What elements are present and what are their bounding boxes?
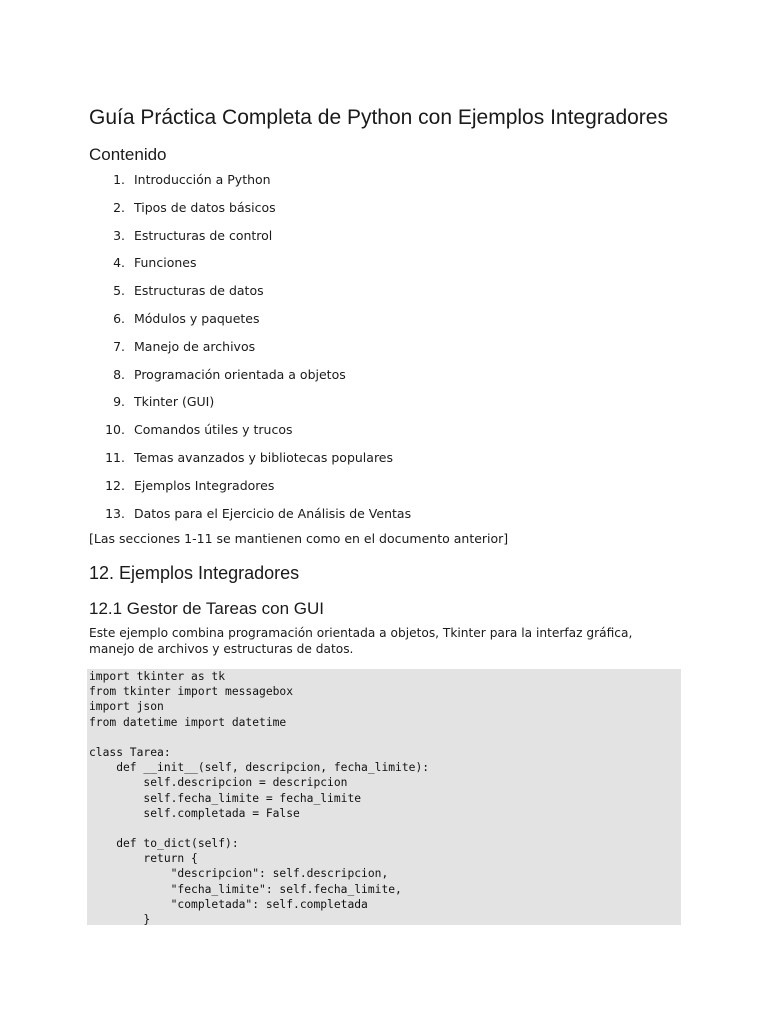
code-line: return { bbox=[89, 852, 198, 866]
toc-item bbox=[0, 365, 768, 393]
toc-item-number: 13. bbox=[105, 505, 125, 521]
toc-item bbox=[0, 309, 768, 337]
toc-item-label: Ejemplos Integradores bbox=[134, 477, 275, 493]
code-line: self.fecha_limite = fecha_limite bbox=[89, 791, 362, 805]
toc-item bbox=[0, 337, 768, 365]
code-line: "descripcion": self.descripcion, bbox=[89, 867, 389, 881]
toc-item-number: 12. bbox=[105, 477, 125, 493]
toc-item-label: Tipos de datos básicos bbox=[134, 199, 276, 215]
table-of-contents bbox=[0, 170, 768, 531]
code-line bbox=[89, 821, 429, 836]
code-line: from datetime import datetime bbox=[89, 715, 287, 729]
code-line: def __init__(self, descripcion, fecha_limite): bbox=[89, 761, 430, 775]
code-line: self.completada = False bbox=[89, 806, 300, 820]
toc-item-label: Introducción a Python bbox=[134, 172, 271, 187]
toc-item-label: Comandos útiles y trucos bbox=[134, 422, 293, 438]
section-heading: 12. Ejemplos Integradores bbox=[89, 563, 300, 583]
code-line: } bbox=[89, 913, 151, 925]
toc-item bbox=[0, 253, 768, 281]
document-title: Guía Práctica Completa de Python con Ejemplos Integradores bbox=[89, 106, 668, 129]
toc-item-label: Estructuras de datos bbox=[134, 283, 264, 299]
toc-item bbox=[0, 226, 768, 254]
code-line: import json bbox=[89, 700, 164, 714]
code-listing bbox=[87, 669, 429, 925]
toc-item-label: Programación orientada a objetos bbox=[134, 366, 346, 382]
toc-item-number: 5. bbox=[113, 283, 125, 299]
toc-heading: Contenido bbox=[89, 145, 167, 164]
code-line: from tkinter import messagebox bbox=[89, 685, 294, 699]
code-line: import tkinter as tk bbox=[89, 670, 226, 683]
toc-item bbox=[0, 504, 768, 532]
toc-item-number: 1. bbox=[113, 172, 125, 187]
code-line: def to_dict(self): bbox=[89, 837, 239, 851]
toc-item-label: Funciones bbox=[134, 255, 197, 271]
toc-item bbox=[0, 420, 768, 448]
sections-note: [Las secciones 1-11 se mantienen como en el documento anterior] bbox=[89, 531, 509, 546]
toc-item-number: 3. bbox=[113, 227, 125, 243]
code-line bbox=[89, 730, 429, 745]
toc-item-label: Manejo de archivos bbox=[134, 338, 256, 354]
code-block bbox=[87, 669, 681, 925]
toc-item bbox=[0, 392, 768, 420]
code-line: "completada": self.completada bbox=[89, 897, 368, 911]
toc-item bbox=[0, 281, 768, 309]
subsection-heading: 12.1 Gestor de Tareas con GUI bbox=[89, 599, 324, 618]
toc-item-label: Módulos y paquetes bbox=[134, 310, 260, 326]
toc-item bbox=[0, 448, 768, 476]
toc-item bbox=[0, 170, 768, 198]
toc-item-number: 7. bbox=[113, 338, 125, 354]
toc-item-number: 6. bbox=[113, 310, 125, 326]
code-line: class Tarea: bbox=[89, 745, 171, 759]
toc-item-number: 8. bbox=[113, 366, 125, 382]
toc-item-label: Tkinter (GUI) bbox=[134, 394, 215, 410]
toc-item-number: 10. bbox=[105, 422, 125, 438]
toc-item-label: Temas avanzados y bibliotecas populares bbox=[134, 449, 394, 465]
toc-item bbox=[0, 198, 768, 226]
code-line: self.descripcion = descripcion bbox=[89, 776, 348, 790]
toc-item-number: 9. bbox=[113, 394, 125, 410]
toc-item-label: Estructuras de control bbox=[134, 227, 273, 243]
toc-item-label: Datos para el Ejercicio de Análisis de Ventas bbox=[134, 505, 412, 521]
toc-item-number: 2. bbox=[113, 199, 125, 215]
toc-item-number: 11. bbox=[105, 449, 125, 465]
toc-item-number: 4. bbox=[113, 255, 125, 271]
toc-item bbox=[0, 476, 768, 504]
intro-paragraph: Este ejemplo combina programación orientada a objetos, Tkinter para la interfaz gráfica, manejo de archivos y estructuras de datos. bbox=[89, 626, 633, 656]
code-line: "fecha_limite": self.fecha_limite, bbox=[89, 882, 402, 896]
